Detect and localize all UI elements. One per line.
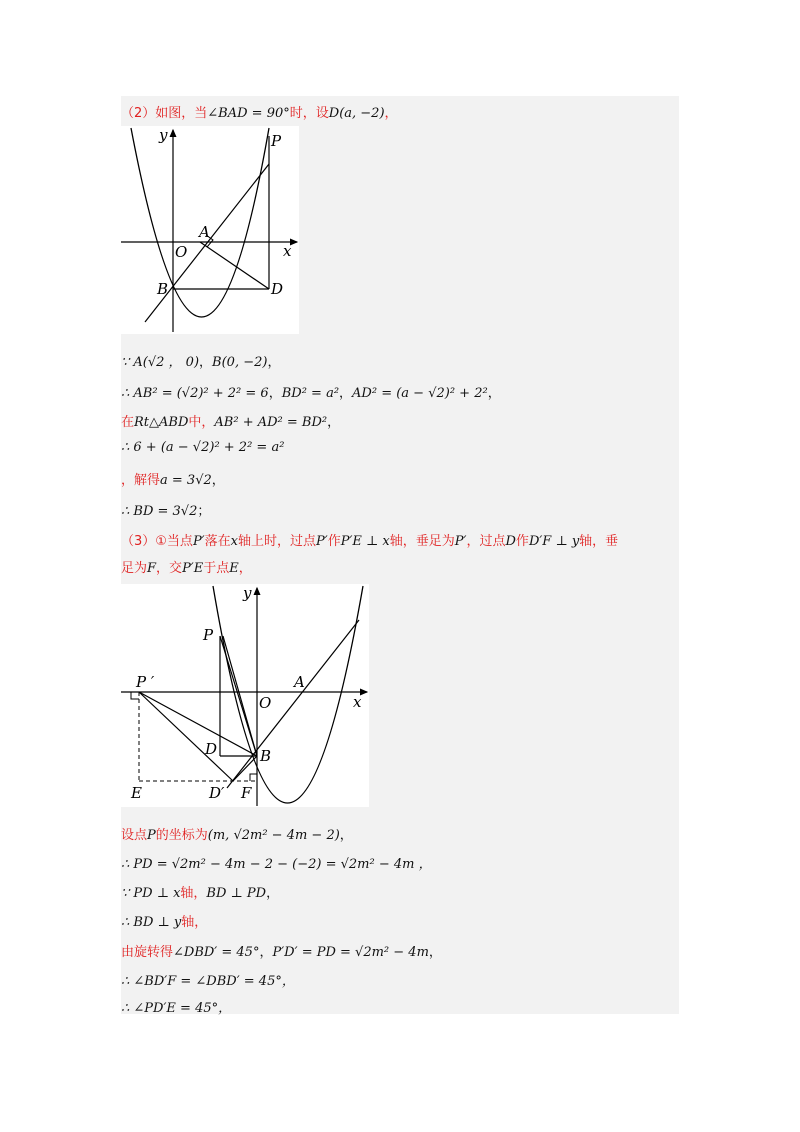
s3-i1-P3: P′ (454, 534, 467, 549)
intro-angle: ∠BAD = 90° (207, 106, 290, 121)
figure-2-svg (121, 584, 369, 807)
label-Dp-2: D′ (209, 784, 225, 802)
figure-1 (121, 126, 299, 334)
label-A: A (199, 223, 210, 241)
s3-line7: ∴ ∠PD′E = 45°， (121, 1001, 232, 1016)
s3-i1-p3: 轴上时，过点 (238, 534, 317, 549)
figure-2 (121, 584, 369, 807)
label-B-2: B (260, 747, 272, 765)
line-DpA (227, 620, 359, 788)
s3-i1-p5: 轴，垂足为 (389, 534, 455, 549)
label-B: B (157, 280, 169, 298)
line-PpDp (139, 692, 233, 781)
s3-l5-eq: ∠DBD′ = 45° (173, 945, 260, 960)
s3-i1-p2: 落在 (204, 534, 231, 549)
label-A-2: A (294, 673, 305, 691)
intro-point: D(a, −2) (328, 106, 385, 121)
s2-line3 (121, 411, 340, 430)
s2-l1-a: ∵ A(√2 ， 0) (121, 355, 200, 370)
line-PB-b (223, 636, 257, 756)
label-P-2: P (203, 626, 214, 644)
line-DpB (233, 756, 257, 781)
s2-l2-end: ， (487, 386, 501, 401)
s3-intro2 (121, 557, 252, 576)
s2-line2 (121, 382, 501, 401)
label-x-2: x (353, 693, 362, 711)
s2-l6-eq: ∴ BD = 3√2 (121, 504, 198, 519)
s3-line5 (121, 941, 442, 960)
s2-l6-end: ； (197, 504, 211, 519)
s2-line1 (121, 351, 280, 370)
label-Pp-2: P ′ (136, 673, 155, 691)
s3-i1-p8: 轴，垂 (579, 534, 619, 549)
s3-line6: ∴ ∠BD′F = ∠DBD′ = 45°， (121, 974, 295, 989)
s3-l1-end: ， (339, 828, 353, 843)
s3-i1-p7: 作 (515, 534, 529, 549)
label-x: x (283, 242, 292, 260)
s3-i1-x: x (230, 534, 238, 549)
intro-prefix: （2）如图，当 (121, 106, 208, 121)
s2-l2-c: AD² = (a − √2)² + 2² (352, 386, 488, 401)
parabola-2 (213, 586, 363, 803)
label-y-2: y (243, 584, 252, 602)
line-PpB (139, 692, 257, 756)
s3-l5-end: ， (428, 945, 442, 960)
s3-l1-eq: (m, √2m² − 4m − 2) (207, 828, 340, 843)
s2-l3-tri: Rt△ABD (134, 415, 189, 430)
s3-line2: ∴ PD = √2m² − 4m − 2 − (−2) = √2m² − 4m ， (121, 857, 432, 872)
s2-l5-eq: a = 3√2 (160, 473, 212, 488)
s2-l1-end: ， (267, 355, 281, 370)
label-y: y (159, 126, 168, 144)
line-AD (200, 242, 269, 289)
s2-l3-end: ， (327, 415, 341, 430)
s2-l3-eq: AB² + AD² = BD² (214, 415, 328, 430)
s3-line1 (121, 824, 353, 843)
label-D-2: D (205, 740, 218, 758)
s3-i1-P1: P′ (192, 534, 205, 549)
s3-i2-p4: ， (238, 561, 252, 576)
s3-l5-eq2: P′D′ = PD = √2m² − 4m (272, 945, 429, 960)
s2-l1-sep: ， (199, 355, 213, 370)
s2-l3-mid: 中， (188, 415, 215, 430)
label-E-2: E (131, 784, 142, 802)
s2-line5 (121, 469, 225, 488)
s3-l1-P: P (147, 828, 156, 843)
line-BP (145, 164, 269, 322)
s3-i1-P2: P′ (316, 534, 328, 549)
s3-i1-p4: 作 (327, 534, 341, 549)
s2-l2-b: BD² = a² (281, 386, 340, 401)
s3-l3-eq2: BD ⊥ PD (206, 886, 267, 901)
s3-i2-F: F (147, 561, 157, 576)
right-angle-Pp (131, 692, 139, 699)
label-D: D (271, 280, 284, 298)
s3-i2-p3: 于点 (203, 561, 230, 576)
s2-line4: ∴ 6 + (a − √2)² + 2² = a² (121, 440, 285, 455)
section2-intro (121, 102, 398, 121)
figure-1-svg (121, 126, 299, 334)
s3-l3-a: 轴， (180, 886, 207, 901)
label-O-2: O (259, 694, 272, 712)
s3-l4-eq: ∴ BD ⊥ y (121, 915, 182, 930)
s3-i1-p6: ，过点 (466, 534, 506, 549)
s2-l1-b: B(0, −2) (212, 355, 268, 370)
s2-l2-a: ∴ AB² = (√2)² + 2² = 6 (121, 386, 269, 401)
s3-i1-eq: P′E ⊥ x (340, 534, 390, 549)
intro-mid: 时，设 (289, 106, 329, 121)
s3-l1-a: 设点 (121, 828, 148, 843)
s3-l5-sep: ， (259, 945, 273, 960)
s3-i2-PE: P′E (182, 561, 204, 576)
s3-i1-p1: （3）①当点 (121, 534, 193, 549)
s2-l5-end: ， (211, 473, 225, 488)
s3-l3-eq: ∵ PD ⊥ x (121, 886, 181, 901)
s2-l2-sep: ， (268, 386, 282, 401)
s3-l1-b: 的坐标为 (155, 828, 208, 843)
s2-l2-sep2: ， (339, 386, 353, 401)
s3-i2-E: E (229, 561, 239, 576)
label-O: O (175, 243, 188, 261)
intro-end: ， (384, 106, 398, 121)
right-angle-F (250, 774, 257, 781)
s3-i1-D: D (505, 534, 516, 549)
s3-intro1 (121, 530, 618, 549)
s2-l3-prefix: 在 (121, 415, 135, 430)
s3-line3 (121, 882, 279, 901)
s3-l4-a: 轴， (181, 915, 208, 930)
s3-l5-a: 由旋转得 (121, 945, 174, 960)
s3-line4 (121, 911, 207, 930)
s2-line6 (121, 500, 210, 519)
s3-i1-eq2: D′F ⊥ y (528, 534, 580, 549)
label-P: P (271, 132, 282, 150)
s2-l5-prefix: ，解得 (121, 473, 161, 488)
label-F-2: F (241, 784, 252, 802)
s3-i2-p1: 足为 (121, 561, 148, 576)
solution-panel (121, 96, 679, 1014)
s3-i2-p2: ，交 (156, 561, 183, 576)
s3-l3-end: ， (266, 886, 280, 901)
